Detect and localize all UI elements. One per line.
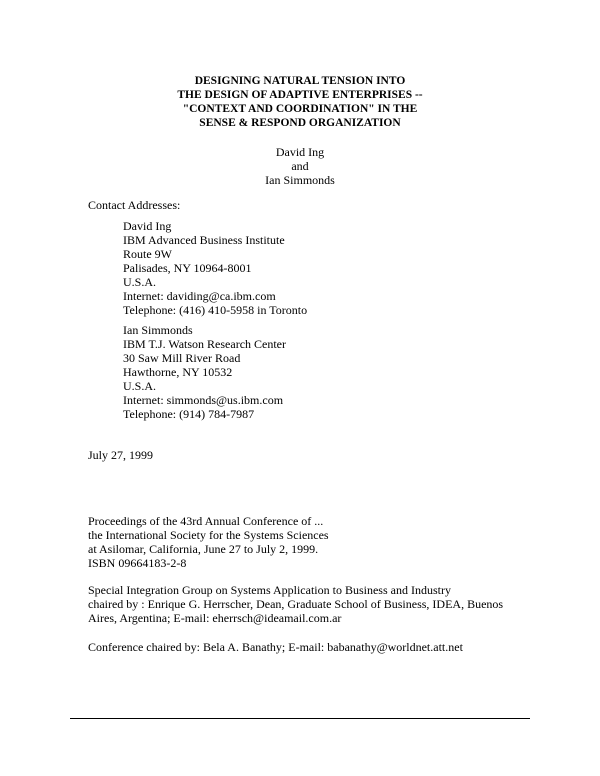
author-name: Ian Simmonds bbox=[265, 173, 335, 187]
title-line: SENSE & RESPOND ORGANIZATION bbox=[199, 117, 401, 129]
email-line: Internet: simmonds@us.ibm.com bbox=[123, 393, 284, 407]
address-line: U.S.A. bbox=[123, 379, 157, 393]
address-line: IBM T.J. Watson Research Center bbox=[123, 337, 287, 351]
sig-line: Aires, Argentina; E-mail: eherrsch@ideamail.com.ar bbox=[88, 611, 342, 625]
contact-address-simmonds bbox=[123, 323, 286, 421]
paper-title bbox=[0, 74, 600, 130]
address-line: Hawthorne, NY 10532 bbox=[123, 365, 233, 379]
title-line: DESIGNING NATURAL TENSION INTO bbox=[194, 75, 406, 87]
email-line: Internet: daviding@ca.ibm.com bbox=[123, 289, 276, 303]
title-line: THE DESIGN OF ADAPTIVE ENTERPRISES -- bbox=[177, 89, 423, 101]
address-line: IBM Advanced Business Institute bbox=[123, 233, 285, 247]
proceedings-citation bbox=[88, 514, 329, 570]
conference-chair: Conference chaired by: Bela A. Banathy; E-mail: babanathy@worldnet.att.net bbox=[88, 640, 463, 654]
address-line: David Ing bbox=[123, 219, 172, 233]
address-line: Ian Simmonds bbox=[123, 323, 193, 337]
footer-divider bbox=[70, 718, 530, 719]
citation-line: the International Society for the Systems Sciences bbox=[88, 528, 329, 542]
phone-line: Telephone: (914) 784-7987 bbox=[123, 407, 255, 421]
address-line: Route 9W bbox=[123, 247, 172, 261]
address-line: U.S.A. bbox=[123, 275, 157, 289]
title-line: "CONTEXT AND COORDINATION" IN THE bbox=[182, 103, 418, 115]
citation-line: Proceedings of the 43rd Annual Conference of ... bbox=[88, 514, 324, 528]
author-name: David Ing bbox=[275, 145, 325, 159]
address-line: Palisades, NY 10964-8001 bbox=[123, 261, 252, 275]
contact-heading: Contact Addresses: bbox=[88, 198, 181, 212]
author-conjunction: and bbox=[291, 159, 309, 173]
document-date: July 27, 1999 bbox=[88, 448, 154, 462]
sig-line: chaired by : Enrique G. Herrscher, Dean, Graduate School of Business, IDEA, Buenos bbox=[88, 597, 504, 611]
isbn-line: ISBN 09664183-2-8 bbox=[88, 556, 187, 570]
sig-line: Special Integration Group on Systems Application to Business and Industry bbox=[88, 583, 451, 597]
citation-line: at Asilomar, California, June 27 to July 2, 1999. bbox=[88, 542, 319, 556]
address-line: 30 Saw Mill River Road bbox=[123, 351, 241, 365]
author-list bbox=[0, 145, 600, 187]
sig-info bbox=[88, 583, 503, 625]
contact-address-ing bbox=[123, 219, 307, 317]
phone-line: Telephone: (416) 410-5958 in Toronto bbox=[123, 303, 308, 317]
